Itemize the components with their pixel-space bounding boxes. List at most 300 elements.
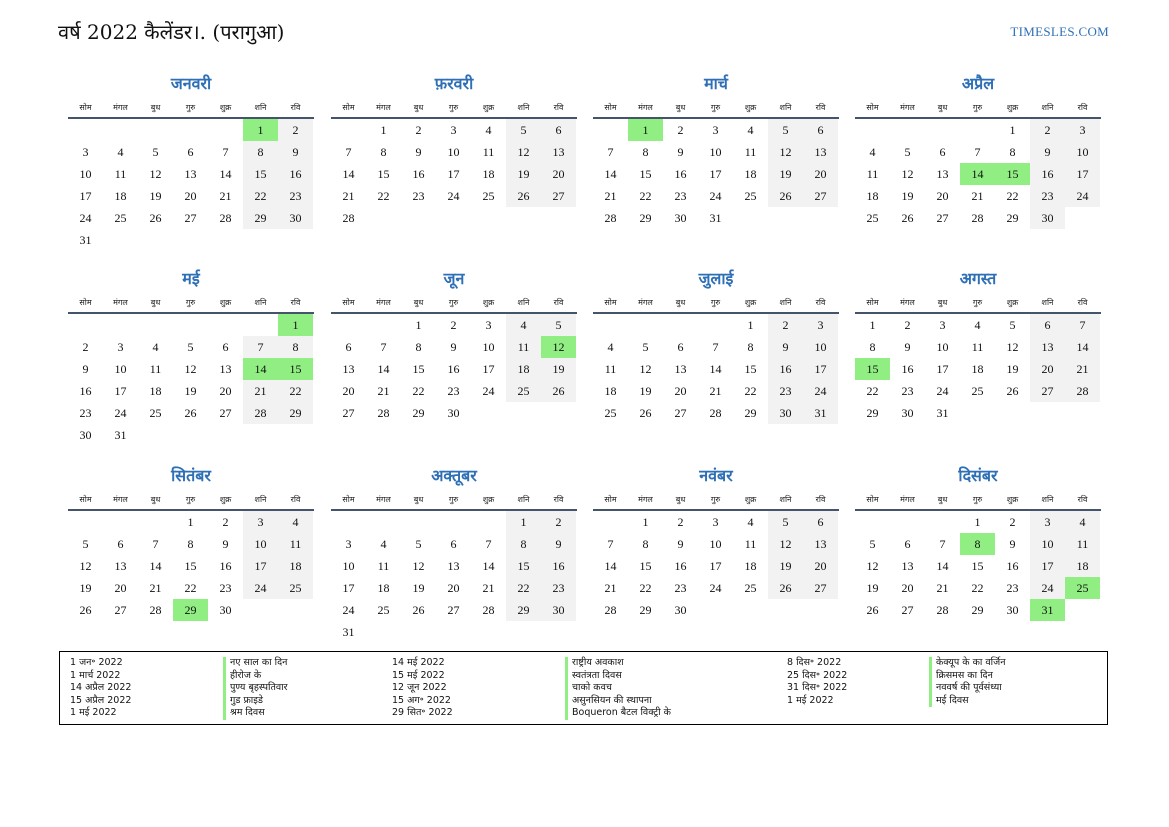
day-cell[interactable]: 17 — [1065, 163, 1100, 185]
day-cell[interactable]: 26 — [1006, 384, 1019, 398]
day-cell[interactable]: 3 — [117, 340, 124, 354]
day-cell[interactable]: 15 — [639, 167, 652, 181]
day-cell[interactable]: 2 — [541, 511, 576, 533]
day-cell[interactable]: 7 — [345, 145, 352, 159]
day-cell[interactable]: 6 — [187, 145, 194, 159]
day-cell[interactable]: 27 — [114, 603, 127, 617]
day-cell[interactable]: 16 — [278, 163, 313, 185]
day-cell[interactable]: 22 — [278, 380, 313, 402]
day-cell[interactable]: 23 — [412, 189, 425, 203]
day-cell[interactable]: 21 — [604, 189, 617, 203]
day-cell[interactable]: 22 — [412, 384, 425, 398]
holiday-day-cell[interactable]: 1 — [628, 119, 663, 141]
day-cell[interactable]: 20 — [1030, 358, 1065, 380]
day-cell[interactable]: 5 — [1009, 318, 1016, 332]
day-cell[interactable]: 5 — [82, 537, 89, 551]
day-cell[interactable]: 31 — [79, 233, 92, 247]
day-cell[interactable]: 21 — [342, 189, 355, 203]
day-cell[interactable]: 27 — [901, 603, 914, 617]
day-cell[interactable]: 10 — [114, 362, 127, 376]
day-cell[interactable]: 16 — [901, 362, 914, 376]
day-cell[interactable]: 4 — [974, 318, 981, 332]
day-cell[interactable]: 19 — [541, 358, 576, 380]
day-cell[interactable]: 6 — [939, 145, 946, 159]
day-cell[interactable]: 23 — [219, 581, 232, 595]
day-cell[interactable]: 9 — [1009, 537, 1016, 551]
day-cell[interactable]: 14 — [1065, 336, 1100, 358]
day-cell[interactable]: 9 — [677, 537, 684, 551]
day-cell[interactable]: 12 — [901, 167, 914, 181]
day-cell[interactable]: 27 — [936, 211, 949, 225]
day-cell[interactable]: 24 — [114, 406, 127, 420]
day-cell[interactable]: 8 — [869, 340, 876, 354]
day-cell[interactable]: 24 — [936, 384, 949, 398]
day-cell[interactable]: 20 — [114, 581, 127, 595]
day-cell[interactable]: 13 — [541, 141, 576, 163]
day-cell[interactable]: 23 — [674, 189, 687, 203]
day-cell[interactable]: 30 — [79, 428, 92, 442]
day-cell[interactable]: 7 — [712, 340, 719, 354]
day-cell[interactable]: 1 — [415, 318, 422, 332]
day-cell[interactable]: 14 — [482, 559, 495, 573]
day-cell[interactable]: 25 — [971, 384, 984, 398]
day-cell[interactable]: 10 — [482, 340, 495, 354]
day-cell[interactable]: 14 — [604, 167, 617, 181]
day-cell[interactable]: 9 — [768, 336, 803, 358]
day-cell[interactable]: 8 — [642, 537, 649, 551]
day-cell[interactable]: 3 — [1030, 511, 1065, 533]
day-cell[interactable]: 30 — [674, 603, 687, 617]
day-cell[interactable]: 7 — [607, 145, 614, 159]
day-cell[interactable]: 12 — [184, 362, 197, 376]
day-cell[interactable]: 5 — [415, 537, 422, 551]
day-cell[interactable]: 5 — [869, 537, 876, 551]
day-cell[interactable]: 4 — [278, 511, 313, 533]
day-cell[interactable]: 1 — [506, 511, 541, 533]
day-cell[interactable]: 30 — [901, 406, 914, 420]
day-cell[interactable]: 3 — [82, 145, 89, 159]
day-cell[interactable]: 7 — [152, 537, 159, 551]
day-cell[interactable]: 30 — [1006, 603, 1019, 617]
holiday-day-cell[interactable]: 25 — [1065, 577, 1100, 599]
day-cell[interactable]: 9 — [82, 362, 89, 376]
day-cell[interactable]: 1 — [869, 318, 876, 332]
day-cell[interactable]: 1 — [642, 515, 649, 529]
day-cell[interactable]: 24 — [79, 211, 92, 225]
holiday-day-cell[interactable]: 14 — [243, 358, 278, 380]
day-cell[interactable]: 4 — [1065, 511, 1100, 533]
day-cell[interactable]: 2 — [1030, 119, 1065, 141]
day-cell[interactable]: 5 — [904, 145, 911, 159]
day-cell[interactable]: 19 — [149, 189, 162, 203]
day-cell[interactable]: 26 — [768, 185, 803, 207]
day-cell[interactable]: 25 — [866, 211, 879, 225]
day-cell[interactable]: 7 — [1065, 314, 1100, 336]
day-cell[interactable]: 3 — [485, 318, 492, 332]
holiday-day-cell[interactable]: 1 — [243, 119, 278, 141]
day-cell[interactable]: 8 — [506, 533, 541, 555]
day-cell[interactable]: 26 — [79, 603, 92, 617]
day-cell[interactable]: 5 — [187, 340, 194, 354]
holiday-day-cell[interactable]: 31 — [1030, 599, 1065, 621]
day-cell[interactable]: 15 — [412, 362, 425, 376]
day-cell[interactable]: 16 — [674, 559, 687, 573]
day-cell[interactable]: 9 — [541, 533, 576, 555]
day-cell[interactable]: 22 — [971, 581, 984, 595]
day-cell[interactable]: 2 — [450, 318, 457, 332]
day-cell[interactable]: 21 — [482, 581, 495, 595]
day-cell[interactable]: 19 — [768, 163, 803, 185]
day-cell[interactable]: 18 — [744, 559, 757, 573]
day-cell[interactable]: 30 — [674, 211, 687, 225]
day-cell[interactable]: 22 — [506, 577, 541, 599]
day-cell[interactable]: 5 — [152, 145, 159, 159]
day-cell[interactable]: 17 — [447, 167, 460, 181]
day-cell[interactable]: 20 — [803, 163, 838, 185]
day-cell[interactable]: 8 — [380, 145, 387, 159]
day-cell[interactable]: 3 — [1065, 119, 1100, 141]
day-cell[interactable]: 14 — [342, 167, 355, 181]
day-cell[interactable]: 31 — [342, 625, 355, 639]
day-cell[interactable]: 26 — [866, 603, 879, 617]
day-cell[interactable]: 17 — [114, 384, 127, 398]
day-cell[interactable]: 25 — [744, 581, 757, 595]
day-cell[interactable]: 9 — [904, 340, 911, 354]
day-cell[interactable]: 16 — [674, 167, 687, 181]
day-cell[interactable]: 7 — [939, 537, 946, 551]
day-cell[interactable]: 5 — [642, 340, 649, 354]
day-cell[interactable]: 17 — [342, 581, 355, 595]
day-cell[interactable]: 27 — [674, 406, 687, 420]
day-cell[interactable]: 11 — [866, 167, 879, 181]
day-cell[interactable]: 26 — [901, 211, 914, 225]
day-cell[interactable]: 6 — [222, 340, 229, 354]
day-cell[interactable]: 8 — [243, 141, 278, 163]
day-cell[interactable]: 27 — [541, 185, 576, 207]
day-cell[interactable]: 2 — [278, 119, 313, 141]
day-cell[interactable]: 26 — [412, 603, 425, 617]
day-cell[interactable]: 23 — [674, 581, 687, 595]
day-cell[interactable]: 21 — [377, 384, 390, 398]
day-cell[interactable]: 21 — [971, 189, 984, 203]
day-cell[interactable]: 3 — [450, 123, 457, 137]
day-cell[interactable]: 31 — [114, 428, 127, 442]
day-cell[interactable]: 23 — [79, 406, 92, 420]
day-cell[interactable]: 16 — [768, 358, 803, 380]
day-cell[interactable]: 7 — [222, 145, 229, 159]
day-cell[interactable]: 4 — [380, 537, 387, 551]
holiday-day-cell[interactable]: 15 — [855, 358, 890, 380]
day-cell[interactable]: 17 — [1030, 555, 1065, 577]
day-cell[interactable]: 7 — [243, 336, 278, 358]
holiday-day-cell[interactable]: 15 — [278, 358, 313, 380]
day-cell[interactable]: 23 — [901, 384, 914, 398]
day-cell[interactable]: 30 — [219, 603, 232, 617]
day-cell[interactable]: 29 — [243, 207, 278, 229]
day-cell[interactable]: 13 — [447, 559, 460, 573]
day-cell[interactable]: 19 — [866, 581, 879, 595]
day-cell[interactable]: 7 — [485, 537, 492, 551]
day-cell[interactable]: 18 — [278, 555, 313, 577]
day-cell[interactable]: 9 — [450, 340, 457, 354]
day-cell[interactable]: 8 — [278, 336, 313, 358]
day-cell[interactable]: 26 — [184, 406, 197, 420]
day-cell[interactable]: 10 — [709, 537, 722, 551]
day-cell[interactable]: 8 — [747, 340, 754, 354]
day-cell[interactable]: 28 — [604, 211, 617, 225]
day-cell[interactable]: 28 — [219, 211, 232, 225]
day-cell[interactable]: 5 — [768, 119, 803, 141]
day-cell[interactable]: 28 — [936, 603, 949, 617]
day-cell[interactable]: 17 — [709, 559, 722, 573]
day-cell[interactable]: 14 — [219, 167, 232, 181]
day-cell[interactable]: 28 — [149, 603, 162, 617]
day-cell[interactable]: 16 — [1006, 559, 1019, 573]
holiday-day-cell[interactable]: 14 — [960, 163, 995, 185]
day-cell[interactable]: 8 — [1009, 145, 1016, 159]
site-link[interactable]: TIMESLES.COM — [1010, 24, 1109, 39]
day-cell[interactable]: 3 — [712, 123, 719, 137]
day-cell[interactable]: 18 — [866, 189, 879, 203]
day-cell[interactable]: 25 — [278, 577, 313, 599]
day-cell[interactable]: 6 — [450, 537, 457, 551]
day-cell[interactable]: 28 — [243, 402, 278, 424]
day-cell[interactable]: 21 — [604, 581, 617, 595]
day-cell[interactable]: 20 — [674, 384, 687, 398]
day-cell[interactable]: 5 — [541, 314, 576, 336]
day-cell[interactable]: 19 — [639, 384, 652, 398]
day-cell[interactable]: 1 — [187, 515, 194, 529]
day-cell[interactable]: 6 — [677, 340, 684, 354]
day-cell[interactable]: 8 — [415, 340, 422, 354]
day-cell[interactable]: 24 — [482, 384, 495, 398]
day-cell[interactable]: 20 — [342, 384, 355, 398]
day-cell[interactable]: 10 — [342, 559, 355, 573]
day-cell[interactable]: 13 — [219, 362, 232, 376]
day-cell[interactable]: 31 — [936, 406, 949, 420]
day-cell[interactable]: 11 — [744, 537, 757, 551]
day-cell[interactable]: 28 — [604, 603, 617, 617]
day-cell[interactable]: 8 — [642, 145, 649, 159]
day-cell[interactable]: 28 — [1065, 380, 1100, 402]
day-cell[interactable]: 6 — [803, 511, 838, 533]
day-cell[interactable]: 17 — [936, 362, 949, 376]
day-cell[interactable]: 17 — [709, 167, 722, 181]
day-cell[interactable]: 18 — [971, 362, 984, 376]
day-cell[interactable]: 1 — [380, 123, 387, 137]
day-cell[interactable]: 30 — [278, 207, 313, 229]
day-cell[interactable]: 13 — [1030, 336, 1065, 358]
day-cell[interactable]: 23 — [1030, 185, 1065, 207]
day-cell[interactable]: 25 — [149, 406, 162, 420]
day-cell[interactable]: 29 — [971, 603, 984, 617]
day-cell[interactable]: 28 — [709, 406, 722, 420]
day-cell[interactable]: 25 — [744, 189, 757, 203]
day-cell[interactable]: 6 — [117, 537, 124, 551]
day-cell[interactable]: 24 — [803, 380, 838, 402]
day-cell[interactable]: 11 — [506, 336, 541, 358]
day-cell[interactable]: 29 — [1006, 211, 1019, 225]
day-cell[interactable]: 13 — [114, 559, 127, 573]
day-cell[interactable]: 17 — [243, 555, 278, 577]
day-cell[interactable]: 11 — [278, 533, 313, 555]
day-cell[interactable]: 9 — [1030, 141, 1065, 163]
day-cell[interactable]: 15 — [744, 362, 757, 376]
day-cell[interactable]: 21 — [936, 581, 949, 595]
day-cell[interactable]: 19 — [412, 581, 425, 595]
day-cell[interactable]: 11 — [114, 167, 127, 181]
day-cell[interactable]: 15 — [506, 555, 541, 577]
day-cell[interactable]: 15 — [377, 167, 390, 181]
day-cell[interactable]: 27 — [447, 603, 460, 617]
day-cell[interactable]: 12 — [768, 141, 803, 163]
day-cell[interactable]: 24 — [447, 189, 460, 203]
day-cell[interactable]: 4 — [152, 340, 159, 354]
day-cell[interactable]: 4 — [485, 123, 492, 137]
day-cell[interactable]: 10 — [243, 533, 278, 555]
day-cell[interactable]: 24 — [243, 577, 278, 599]
day-cell[interactable]: 15 — [184, 559, 197, 573]
day-cell[interactable]: 26 — [506, 185, 541, 207]
day-cell[interactable]: 14 — [709, 362, 722, 376]
day-cell[interactable]: 12 — [79, 559, 92, 573]
day-cell[interactable]: 29 — [744, 406, 757, 420]
day-cell[interactable]: 21 — [243, 380, 278, 402]
day-cell[interactable]: 30 — [447, 406, 460, 420]
day-cell[interactable]: 7 — [974, 145, 981, 159]
day-cell[interactable]: 4 — [117, 145, 124, 159]
day-cell[interactable]: 1 — [747, 318, 754, 332]
day-cell[interactable]: 14 — [377, 362, 390, 376]
day-cell[interactable]: 2 — [677, 123, 684, 137]
day-cell[interactable]: 14 — [936, 559, 949, 573]
day-cell[interactable]: 11 — [149, 362, 162, 376]
day-cell[interactable]: 12 — [506, 141, 541, 163]
day-cell[interactable]: 10 — [803, 336, 838, 358]
day-cell[interactable]: 27 — [219, 406, 232, 420]
holiday-day-cell[interactable]: 15 — [995, 163, 1030, 185]
day-cell[interactable]: 10 — [447, 145, 460, 159]
day-cell[interactable]: 23 — [1006, 581, 1019, 595]
day-cell[interactable]: 19 — [506, 163, 541, 185]
day-cell[interactable]: 6 — [1030, 314, 1065, 336]
day-cell[interactable]: 2 — [222, 515, 229, 529]
day-cell[interactable]: 20 — [541, 163, 576, 185]
day-cell[interactable]: 17 — [79, 189, 92, 203]
day-cell[interactable]: 3 — [803, 314, 838, 336]
day-cell[interactable]: 29 — [639, 603, 652, 617]
day-cell[interactable]: 16 — [219, 559, 232, 573]
day-cell[interactable]: 11 — [377, 559, 390, 573]
day-cell[interactable]: 8 — [187, 537, 194, 551]
day-cell[interactable]: 31 — [709, 211, 722, 225]
day-cell[interactable]: 13 — [342, 362, 355, 376]
day-cell[interactable]: 2 — [1009, 515, 1016, 529]
day-cell[interactable]: 16 — [447, 362, 460, 376]
day-cell[interactable]: 22 — [1006, 189, 1019, 203]
day-cell[interactable]: 23 — [447, 384, 460, 398]
day-cell[interactable]: 20 — [184, 189, 197, 203]
day-cell[interactable]: 4 — [869, 145, 876, 159]
day-cell[interactable]: 13 — [936, 167, 949, 181]
day-cell[interactable]: 16 — [412, 167, 425, 181]
day-cell[interactable]: 22 — [377, 189, 390, 203]
day-cell[interactable]: 27 — [1030, 380, 1065, 402]
day-cell[interactable]: 11 — [971, 340, 984, 354]
day-cell[interactable]: 27 — [803, 577, 838, 599]
day-cell[interactable]: 20 — [219, 384, 232, 398]
day-cell[interactable]: 17 — [803, 358, 838, 380]
day-cell[interactable]: 26 — [768, 577, 803, 599]
day-cell[interactable]: 18 — [506, 358, 541, 380]
day-cell[interactable]: 28 — [971, 211, 984, 225]
day-cell[interactable]: 29 — [639, 211, 652, 225]
day-cell[interactable]: 3 — [345, 537, 352, 551]
day-cell[interactable]: 30 — [1030, 207, 1065, 229]
day-cell[interactable]: 11 — [482, 145, 495, 159]
day-cell[interactable]: 7 — [607, 537, 614, 551]
day-cell[interactable]: 25 — [377, 603, 390, 617]
day-cell[interactable]: 9 — [677, 145, 684, 159]
day-cell[interactable]: 3 — [243, 511, 278, 533]
day-cell[interactable]: 5 — [506, 119, 541, 141]
day-cell[interactable]: 23 — [768, 380, 803, 402]
day-cell[interactable]: 10 — [1065, 141, 1100, 163]
day-cell[interactable]: 15 — [639, 559, 652, 573]
day-cell[interactable]: 2 — [904, 318, 911, 332]
day-cell[interactable]: 6 — [345, 340, 352, 354]
day-cell[interactable]: 1 — [974, 515, 981, 529]
day-cell[interactable]: 10 — [709, 145, 722, 159]
day-cell[interactable]: 22 — [243, 185, 278, 207]
day-cell[interactable]: 4 — [747, 515, 754, 529]
day-cell[interactable]: 15 — [971, 559, 984, 573]
day-cell[interactable]: 22 — [639, 581, 652, 595]
day-cell[interactable]: 3 — [712, 515, 719, 529]
day-cell[interactable]: 24 — [342, 603, 355, 617]
day-cell[interactable]: 2 — [768, 314, 803, 336]
day-cell[interactable]: 18 — [604, 384, 617, 398]
day-cell[interactable]: 6 — [904, 537, 911, 551]
day-cell[interactable]: 5 — [768, 511, 803, 533]
day-cell[interactable]: 13 — [803, 141, 838, 163]
day-cell[interactable]: 20 — [901, 581, 914, 595]
day-cell[interactable]: 24 — [1065, 185, 1100, 207]
day-cell[interactable]: 24 — [709, 189, 722, 203]
day-cell[interactable]: 20 — [447, 581, 460, 595]
day-cell[interactable]: 22 — [184, 581, 197, 595]
day-cell[interactable]: 17 — [482, 362, 495, 376]
day-cell[interactable]: 30 — [541, 599, 576, 621]
day-cell[interactable]: 19 — [901, 189, 914, 203]
day-cell[interactable]: 26 — [149, 211, 162, 225]
day-cell[interactable]: 14 — [149, 559, 162, 573]
day-cell[interactable]: 21 — [149, 581, 162, 595]
day-cell[interactable]: 18 — [149, 384, 162, 398]
day-cell[interactable]: 12 — [412, 559, 425, 573]
day-cell[interactable]: 11 — [1065, 533, 1100, 555]
day-cell[interactable]: 15 — [243, 163, 278, 185]
day-cell[interactable]: 28 — [377, 406, 390, 420]
day-cell[interactable]: 19 — [184, 384, 197, 398]
day-cell[interactable]: 19 — [768, 555, 803, 577]
day-cell[interactable]: 18 — [1065, 555, 1100, 577]
day-cell[interactable]: 26 — [541, 380, 576, 402]
day-cell[interactable]: 18 — [744, 167, 757, 181]
day-cell[interactable]: 7 — [380, 340, 387, 354]
day-cell[interactable]: 21 — [1065, 358, 1100, 380]
day-cell[interactable]: 23 — [278, 185, 313, 207]
